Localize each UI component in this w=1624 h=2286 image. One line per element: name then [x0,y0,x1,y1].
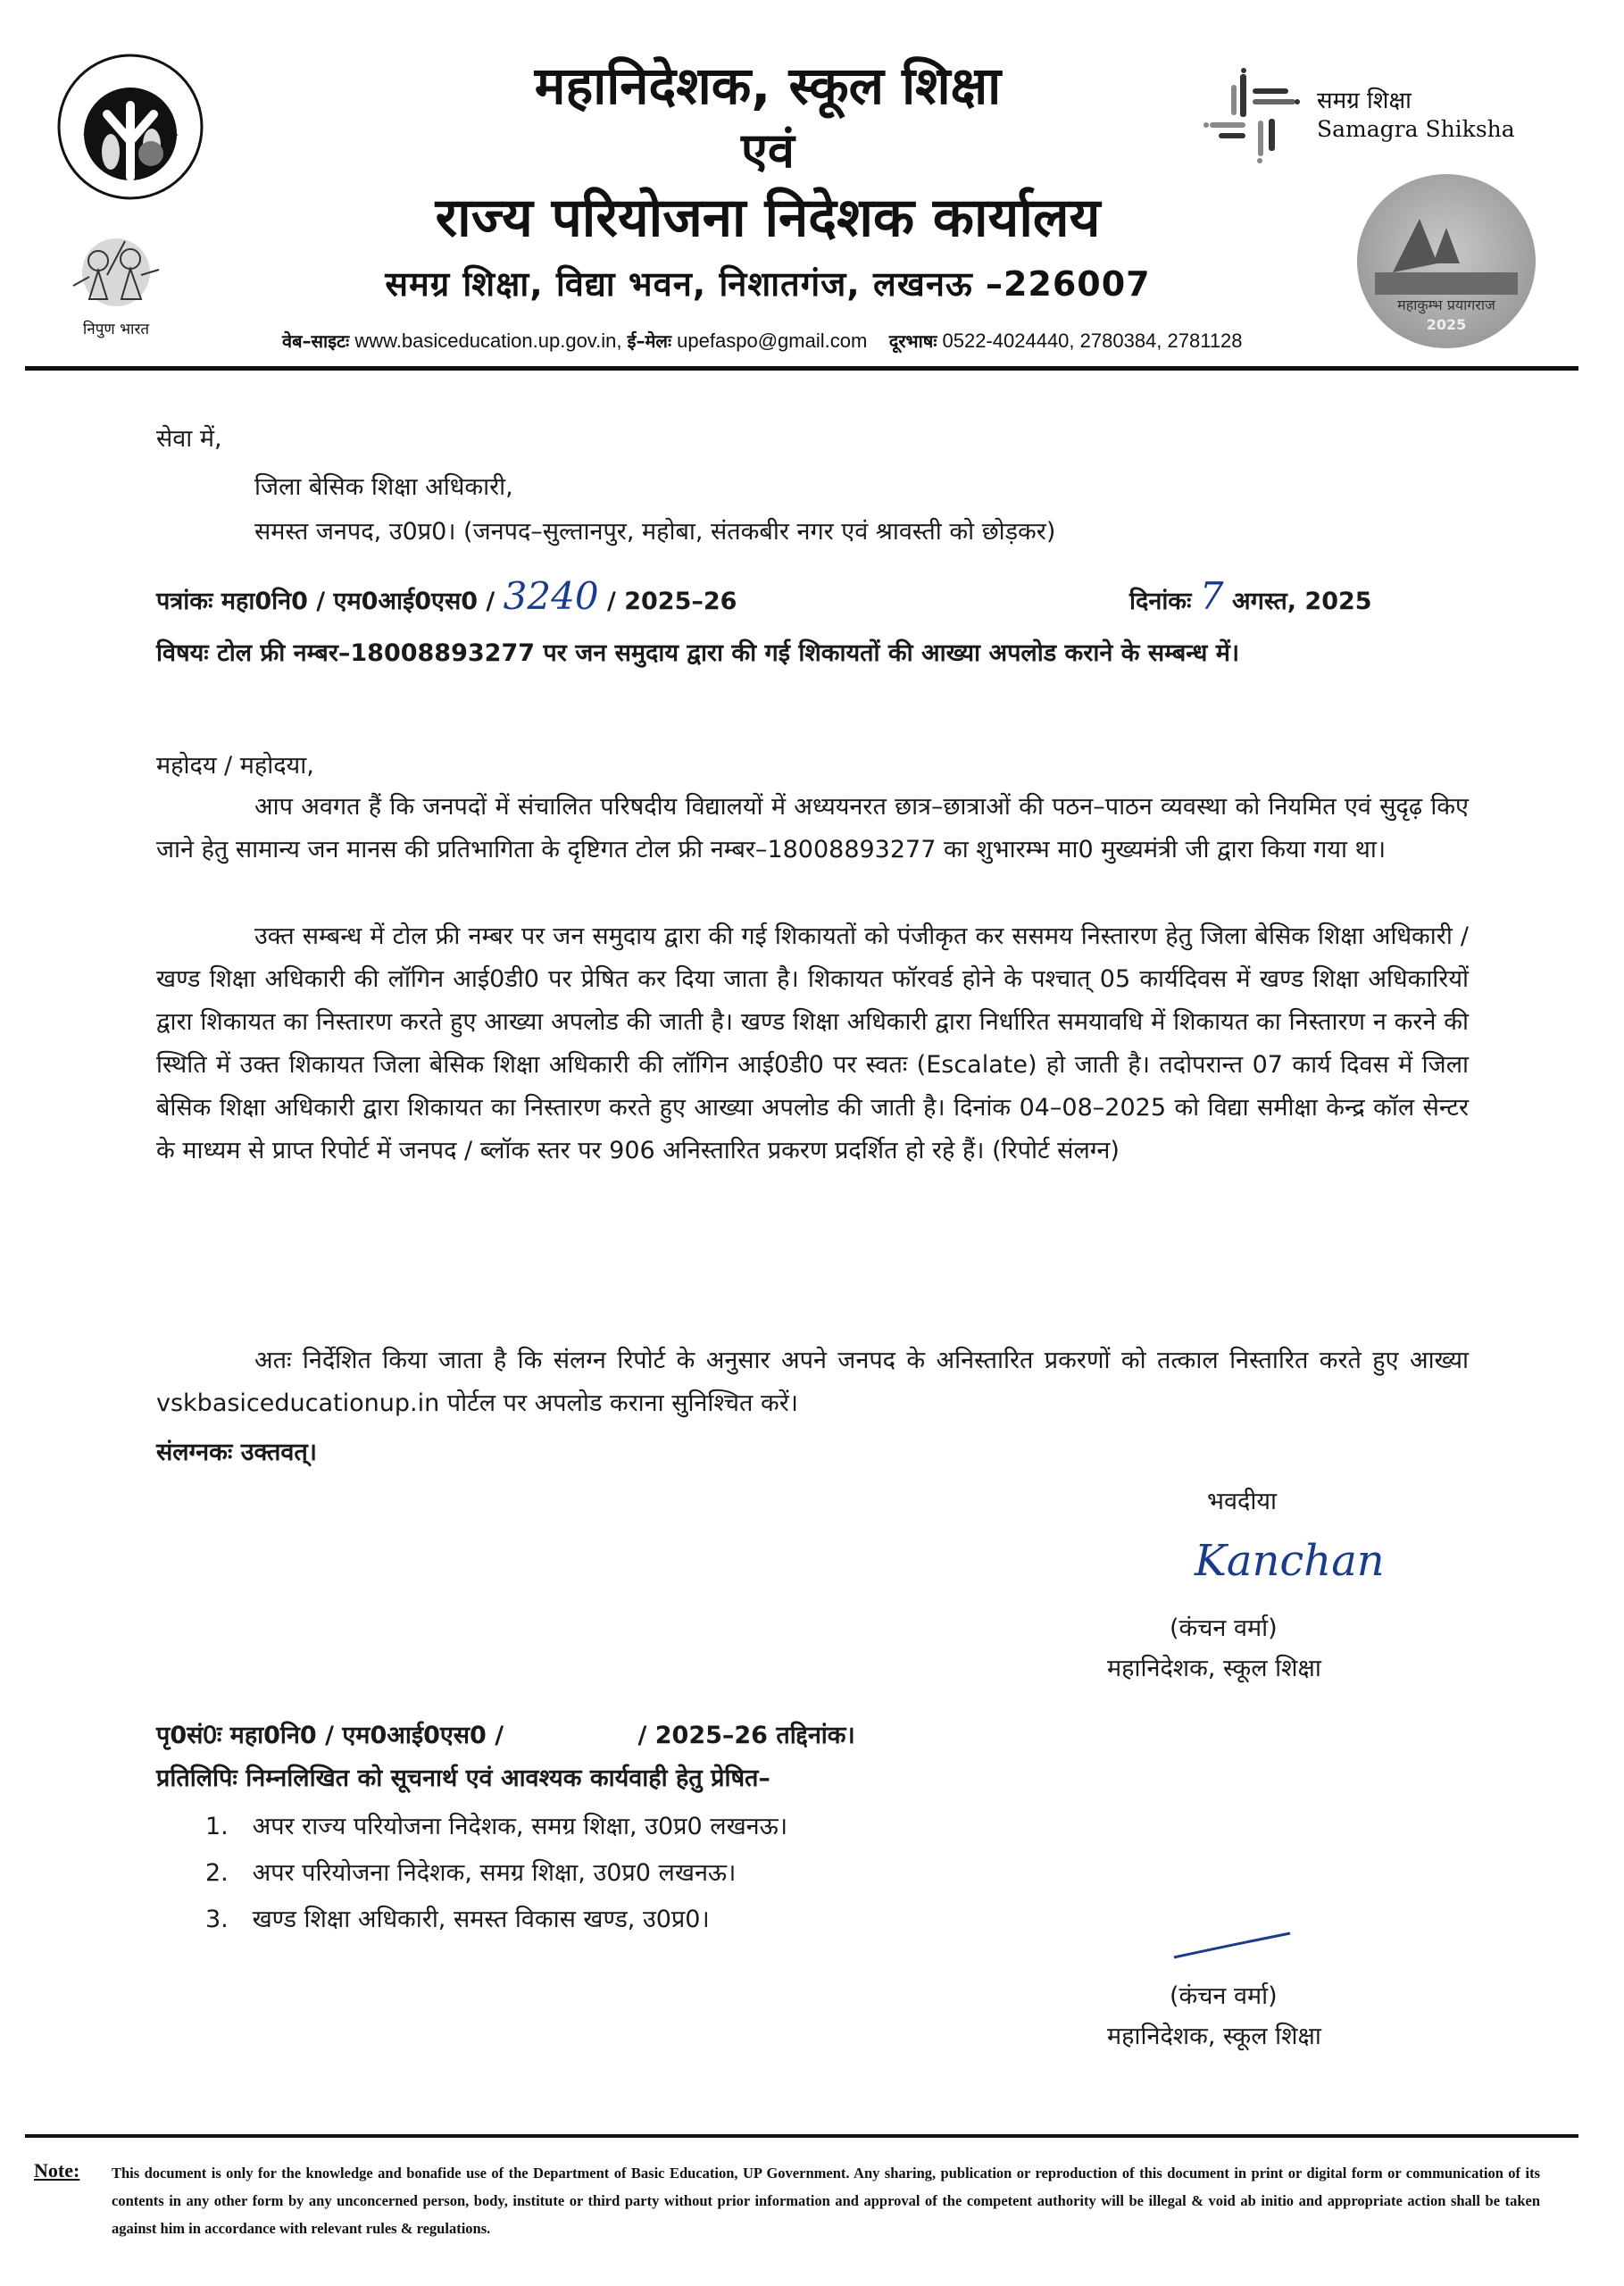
patrank-label: पत्रांकः [156,588,213,615]
copy-item-text: खण्ड शिक्षा अधिकारी, समस्त विकास खण्ड, उ0प्र0। [252,1906,710,1933]
samagra-dots-icon [1201,67,1308,165]
footer-divider [25,2134,1578,2138]
reference-number [156,575,737,623]
up-government-emblem [55,52,205,202]
subject [156,632,1469,675]
paragraph-2: उक्त सम्बन्ध में टोल फ्री नम्बर पर जन समुदाय द्वारा की गई शिकायतों को पंजीकृत कर ससमय निस्तारण हेतु जिला बेसिक शिक्षा अधिकारी / खण्ड शिक्षा अधिकारी की लॉगिन आई0डी0 पर प्रेषित कर दिया जाता है। शिकायत फॉरवर्ड होने के पश्चात् 05 कार्यदिवस में खण्ड शिक्षा अधिकारियों द्वारा शिकायत का निस्तारण करते हुए आख्या अपलोड की जाती है। खण्ड शिक्षा अधिकारी द्वारा निर्धारित समयावधि में शिकायत का निस्तारण न करने की स्थिति में उक्त शिकायत जिला बेसिक शिक्षा अधिकारी की लॉगिन आई0डी0 पर स्वतः (Escalate) हो जाती है। तदोपरान्त 07 कार्य दिवस में जिला बेसिक शिक्षा अधिकारी द्वारा शिकायत का निस्तारण करते हुए आख्या अपलोड की जाती है। दिनांक 04–08–2025 को विद्या समीक्षा केन्द्र कॉल सेन्टर के माध्यम से प्राप्त रिपोर्ट में जनपद / ब्लॉक स्तर पर 906 अनिस्तारित प्रकरण प्रदर्शित हो रहे हैं। (रिपोर्ट संलग्न) [156,922,1469,1164]
header-divider [25,366,1578,371]
copy-item [205,1806,787,1852]
copy-item-number: 2. [205,1859,229,1887]
signatory-name: (कंचन वर्मा) [1170,1614,1278,1642]
closing: भवदीया [1207,1488,1277,1515]
phone-label: दूरभाषः [888,330,937,352]
signature-handwritten: Kanchan [1195,1536,1385,1586]
copy-signatory-name: (कंचन वर्मा) [1170,1982,1278,2010]
salutation-to: सेवा में, [156,425,222,453]
date-handwritten: 7 [1199,574,1224,618]
copy-item-text: अपर परियोजना निदेशक, समग्र शिक्षा, उ0प्र0 लखनऊ। [252,1859,737,1887]
letter-date [1129,575,1372,623]
date-suffix: अगस्त, 2025 [1232,588,1372,615]
svg-text:★: ★ [170,129,179,142]
office-address: समग्र शिक्षा, विद्या भवन, निशातगंज, लखनऊ –226007 [385,264,1151,304]
samagra-shiksha-logo [1201,67,1522,165]
date-label: दिनांकः [1129,588,1192,615]
copy-list [205,1806,787,1945]
kumbh-year: 2025 [1426,316,1467,333]
note-label: Note: [34,2159,80,2182]
kumbh-label: महाकुम्भ प्रयागराज [1397,296,1495,313]
copy-item [205,1852,787,1898]
patrank-suffix: / 2025–26 [606,588,737,615]
mahakumbh-2025-logo [1357,174,1536,348]
phone-numbers: 0522-4024440, 2780384, 2781128 [942,330,1243,352]
nipun-bharat-logo [54,223,179,338]
copy-item-number: 1. [205,1813,229,1840]
paragraph-1: आप अवगत हैं कि जनपदों में संचालित परिषदीय विद्यालयों में अध्ययनरत छात्र–छात्राओं की पठन–पाठन व्यवस्था को नियमित एवं सुदृढ़ किए जाने हेतु सामान्य जन मानस की प्रतिभागिता के दृष्टिगत टोल फ्री नम्बर–18008893277 का शुभारम्भ मा0 मुख्यमंत्री जी द्वारा किया गया था। [156,793,1469,864]
signatory-designation: महानिदेशक, स्कूल शिक्षा [1107,1655,1321,1682]
paragraph-3: अतः निर्देशित किया जाता है कि संलग्न रिपोर्ट के अनुसार अपने जनपद के अनिस्तारित प्रकरणों को तत्काल निस्तारित करते हुए आख्या vskbasiceducationup.in पोर्टल पर अपलोड कराना सुनिश्चित करें। [156,1347,1469,1417]
samagra-hindi-label: समग्र शिक्षा [1317,88,1412,114]
kumbh-scene-icon [1357,174,1536,348]
website-label: वेब–साइटः [282,330,350,352]
enclosure-note: संलग्नकः उक्तवत्। [156,1439,318,1466]
website-link[interactable]: www.basiceducation.up.gov.in, [354,330,622,352]
office-title-line1: महानिदेशक, स्कूल शिक्षा [534,55,1002,116]
copy-reference: पृ0सं0ः महा0नि0 / एम0आई0एस0 / / 2025–26 तद्दिनांक। [156,1722,855,1749]
greeting: महोदय / महोदया, [156,752,314,780]
patrank-handwritten: 3240 [503,574,599,618]
recipient-districts: समस्त जनपद, उ0प्र0। (जनपद–सुल्तानपुर, महोबा, संतकबीर नगर एवं श्रावस्ती को छोड़कर) [254,518,1056,546]
copy-item [205,1898,787,1945]
copy-item-number: 3. [205,1906,229,1933]
svg-text:★: ★ [82,129,92,142]
contact-line [282,329,1389,353]
nipun-children-icon [54,223,179,313]
copy-heading: प्रतिलिपिः निम्नलिखित को सूचनार्थ एवं आवश्यक कार्यवाही हेतु प्रेषित– [156,1765,770,1792]
emblem-icon [55,52,205,202]
email-label: ई–मेलः [627,330,672,352]
office-title-line3: राज्य परियोजना निदेशक कार्यालय [435,187,1101,249]
copy-signatory-designation: महानिदेशक, स्कूल शिक्षा [1107,2023,1321,2050]
samagra-english-label: Samagra Shiksha [1317,116,1515,142]
subject-label: विषयः [156,639,209,667]
copy-signature-stroke [1170,1929,1295,1965]
subject-text: टोल फ्री नम्बर–18008893277 पर जन समुदाय द्वारा की गई शिकायतों की आख्या अपलोड कराने के सम्बन्ध में। [217,639,1240,667]
copy-item-text: अपर राज्य परियोजना निदेशक, समग्र शिक्षा, उ0प्र0 लखनऊ। [252,1813,788,1840]
office-title-line2: एवं [741,122,795,179]
patrank-prefix: महा0नि0 / एम0आई0एस0 / [221,588,496,615]
recipient-designation: जिला बेसिक शिक्षा अधिकारी, [254,473,513,501]
nipun-bharat-label: निपुण भारत [82,321,150,338]
note-text: This document is only for the knowledge and bonafide use of the Department of Basic Education, UP Government. Any sharing, publication or reproduction of this document in print or digital form or communication of its contents in any other form by any unconcerned person, body, institute or third party without prior information and approval of the competent authority will be illegal & void ab initio and appropriate action shall be taken against him in accordance with relevant rules & regulations. [112,2165,1540,2237]
email-link[interactable]: upefaspo@gmail.com [677,330,868,352]
